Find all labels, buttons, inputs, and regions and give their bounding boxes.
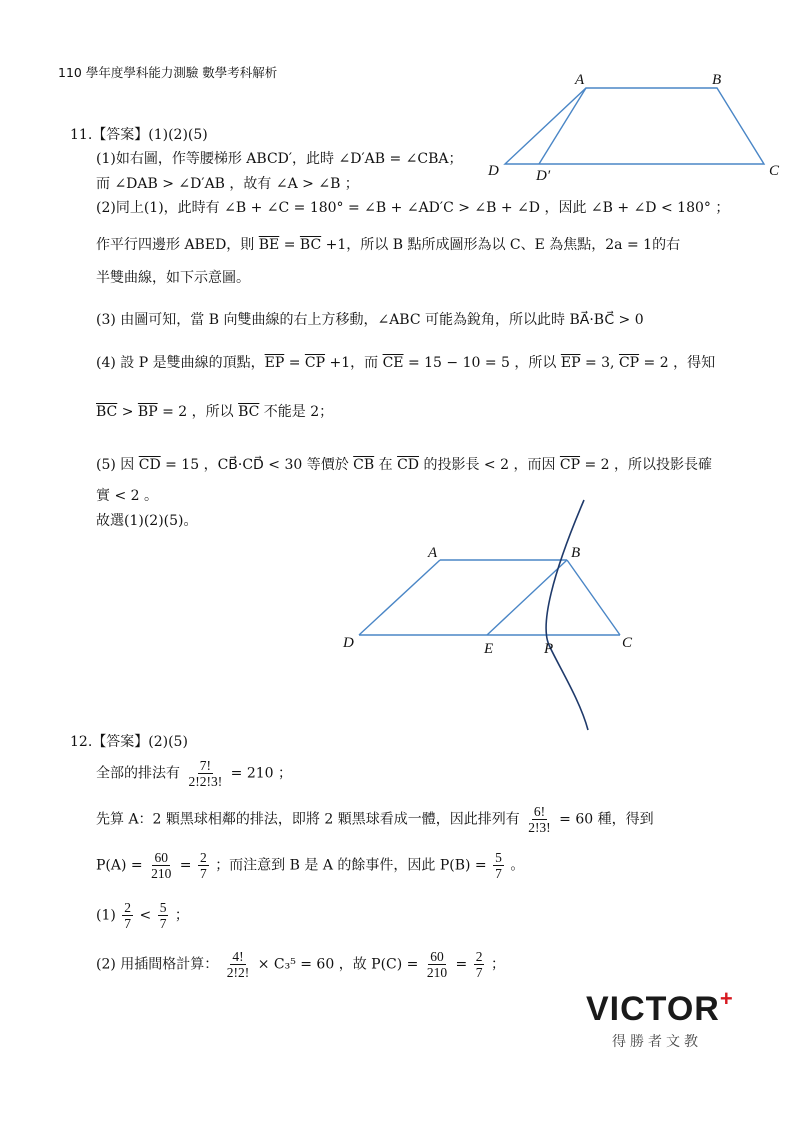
fraction-6fact [526,804,553,835]
label-P: P [544,641,554,657]
fraction-5-7 [158,900,169,931]
semicolon: ； [174,907,189,924]
q11-line-4 [96,236,680,254]
less-than: < [139,907,152,924]
equals: = [455,956,468,973]
q11-item-4-cont-text2: 不能是 2； [259,404,334,420]
numerator: 6! [533,804,546,819]
segment-AD [359,560,440,635]
victor-logo [586,986,733,1029]
numerator: 5 [495,850,502,865]
semicolon: ； [490,956,505,973]
numerator: 2 [475,949,483,964]
q12-line-2 [96,804,654,835]
segment-BC-3: $\overline{BC}$ [238,404,260,420]
label-C: C [622,635,633,651]
q11-item-4-text4: = 3, [580,355,619,371]
hyperbola-branch [546,500,588,730]
fraction-2-7 [474,949,485,980]
q11-line-2: 而 ∠DAB > ∠D′AB ，故有 ∠A > ∠B ； [96,176,359,192]
q11-item-4-text2: +1，而 [325,355,383,371]
q12-heading: 12.【答案】(2)(5) [70,734,188,750]
q11-item-5-text: (5) 因 [96,457,139,473]
segment-CB: $\overline{CB}$ [353,457,375,473]
q12-line-3 [96,850,524,881]
label-A: A [575,72,585,88]
q11-item-5 [96,456,712,474]
q12-item-2 [96,949,505,980]
q11-item-5-text3: 在 [374,457,398,473]
denominator: 7 [124,916,132,931]
denominator: 7 [199,866,207,881]
fraction-60-210 [149,850,173,881]
segment-CP-2: $\overline{CP}$ [618,355,640,371]
label-D-prime: D′ [536,168,551,184]
segment-CP-3: $\overline{CP}$ [559,457,581,473]
item-number: (1) [96,907,116,924]
q11-line-5: 半雙曲線，如下示意圖。 [96,270,250,286]
label-B: B [712,72,722,88]
denominator: 7 [159,916,167,931]
q11-item-5-cont: 實 < 2 。 [96,488,158,504]
numerator: 2 [124,900,132,915]
denominator: 2!2!3! [188,774,223,789]
q11-item-5-text5: = 2 ，所以投影長確 [580,457,713,473]
fraction-2-7 [122,900,133,931]
segment-CE: $\overline{CE}$ [382,355,404,371]
q11-gt: > [117,404,138,420]
q11-item-4-text5: = 2 ，得知 [639,355,716,371]
label-C: C [769,163,780,179]
logo-subtitle: 得勝者文教 [612,1034,702,1050]
fraction-2-7 [198,850,209,881]
segment-BC-2: $\overline{BC}$ [96,404,118,420]
numerator: 60 [154,850,168,865]
q12-line-2-text: 先算 A：2 顆黑球相鄰的排法，即將 2 顆黑球看成一體，因此排列有 [96,811,520,828]
denominator: 210 [151,866,172,881]
segment-BE: $\overline{BE}$ [258,237,280,253]
fraction-60-210 [425,949,449,980]
q11-item-4-cont [96,403,333,421]
segment-BE [487,560,567,635]
q11-item-4-text: (4) 設 P 是雙曲線的頂點， [96,355,265,371]
logo-plus-icon: + [719,986,733,1011]
q12-item-2-text: (2) 用插間格計算： [96,956,219,973]
segment-BC [567,560,620,635]
denominator: 210 [426,965,448,980]
q11-item-4 [96,354,715,372]
segment-CP: $\overline{CP}$ [304,355,326,371]
q11-eq: = [284,355,305,371]
q12-line-2-result: = 60 種，得到 [559,811,654,828]
hyperbola-figure [330,495,633,735]
denominator: 7 [475,965,483,980]
numerator: 7! [199,758,211,773]
q11-item-3: (3) 由圖可知，當 B 向雙曲線的右上方移動，∠ABC 可能為銳角，所以此時 BA⃗·BC⃗ > 0 [96,312,644,328]
segment-CD-2: $\overline{CD}$ [397,457,420,473]
q11-line-4-rest: +1，所以 B 點所成圖形為以 C、E 為焦點，2a = 1的右 [321,237,681,253]
q11-line-3: (2)同上(1)，此時有 ∠B + ∠C = 180° = ∠B + ∠AD′C > ∠B + ∠D ，因此 ∠B + ∠D < 180° ； [96,200,730,216]
numerator: 2 [199,850,207,865]
trapezoid-ABCD [505,88,764,164]
label-D: D [488,163,499,179]
trapezoid-figure [480,68,790,188]
numerator: 5 [159,900,167,915]
denominator: 7 [495,866,502,881]
q11-heading: 11.【答案】(1)(2)(5) [70,127,208,143]
q11-item-5-text4: 的投影長 < 2 ，而因 [419,457,560,473]
label-D: D [343,635,354,651]
denominator: 2!3! [528,820,551,835]
fraction-4fact [225,949,252,980]
label-A: A [428,545,438,561]
q11-eq: = [279,237,300,253]
q11-item-4-cont-text: = 2 ，所以 [157,404,239,420]
q12-line-3-text: ；而注意到 B 是 A 的餘事件，因此 P(B) = [215,857,487,874]
q11-item-4-text3: = 15 − 10 = 5 ，所以 [403,355,561,371]
q12-item-2-text2: × C₃⁵ = 60 ，故 P(C) = [257,956,419,973]
page-header: 110 學年度學科能力測驗 數學考科解析 [58,65,278,80]
denominator: 2!2! [226,965,250,980]
segment-EP: $\overline{EP}$ [264,355,285,371]
q11-line-1: (1)如右圖，作等腰梯形 ABCD′，此時 ∠D′AB = ∠CBA； [96,151,463,167]
q11-conclusion: 故選(1)(2)(5)。 [96,513,198,529]
q12-item-1 [96,900,189,931]
label-E: E [484,641,494,657]
fraction-5-7 [493,850,504,881]
q11-item-5-text2: = 15 ，CB⃗·CD⃗ < 30 等價於 [160,457,354,473]
fraction-7fact [186,758,224,789]
segment-BC: $\overline{BC}$ [299,237,322,253]
prob-A-label: P(A) = [96,857,143,874]
label-B: B [571,545,581,561]
q12-line-3-end: 。 [510,857,525,874]
q12-line-1-result: = 210 ； [230,765,293,782]
logo-wordmark: VICTOR [586,990,720,1028]
q11-line-4-text: 作平行四邊形 ABED，則 [96,237,259,253]
q12-line-1 [96,758,292,789]
segment-BP: $\overline{BP}$ [137,404,158,420]
segment-CD: $\overline{CD}$ [138,457,161,473]
numerator: 60 [430,949,444,964]
segment-EP-2: $\overline{EP}$ [560,355,581,371]
numerator: 4! [232,949,244,964]
q12-line-1-text: 全部的排法有 [96,765,180,782]
equals: = [179,857,192,874]
